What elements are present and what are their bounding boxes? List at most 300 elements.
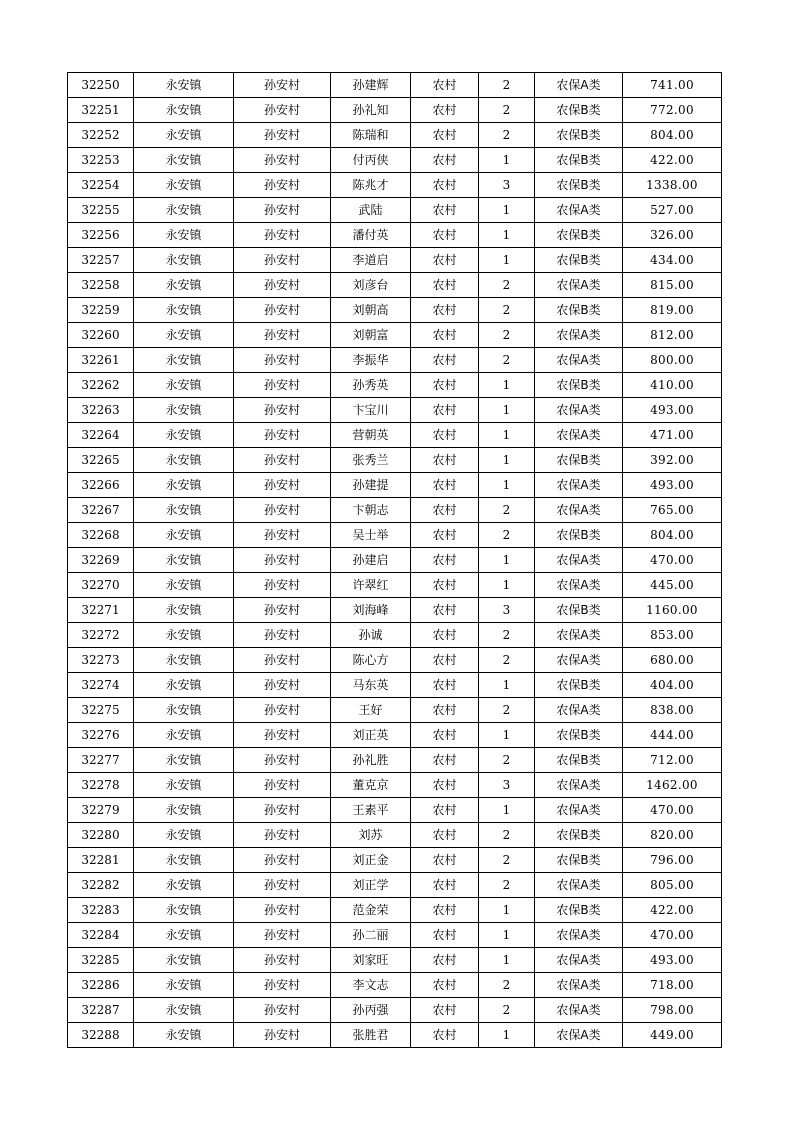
amount-cell: 449.00	[623, 1023, 722, 1048]
member-count-cell: 2	[479, 98, 535, 123]
town-cell: 永安镇	[134, 523, 234, 548]
insurance-class-cell: 农保B类	[535, 173, 623, 198]
member-count-cell: 2	[479, 123, 535, 148]
insurance-class-cell: 农保B类	[535, 723, 623, 748]
household-type-cell: 农村	[411, 448, 479, 473]
member-count-cell: 1	[479, 1023, 535, 1048]
insurance-class-cell: 农保B类	[535, 448, 623, 473]
name-cell: 刘彦台	[331, 273, 411, 298]
amount-cell: 712.00	[623, 748, 722, 773]
amount-cell: 804.00	[623, 523, 722, 548]
village-cell: 孙安村	[234, 848, 331, 873]
serial-number-cell: 32281	[68, 848, 134, 873]
household-type-cell: 农村	[411, 473, 479, 498]
name-cell: 刘正英	[331, 723, 411, 748]
household-type-cell: 农村	[411, 123, 479, 148]
member-count-cell: 1	[479, 448, 535, 473]
table-row	[68, 923, 722, 948]
household-type-cell: 农村	[411, 848, 479, 873]
serial-number-cell: 32286	[68, 973, 134, 998]
name-cell: 孙礼知	[331, 98, 411, 123]
amount-cell: 470.00	[623, 923, 722, 948]
town-cell: 永安镇	[134, 598, 234, 623]
name-cell: 陈心方	[331, 648, 411, 673]
table-row	[68, 873, 722, 898]
amount-cell: 422.00	[623, 148, 722, 173]
insurance-class-cell: 农保B类	[535, 523, 623, 548]
table-row	[68, 948, 722, 973]
town-cell: 永安镇	[134, 423, 234, 448]
serial-number-cell: 32288	[68, 1023, 134, 1048]
name-cell: 李文志	[331, 973, 411, 998]
village-cell: 孙安村	[234, 973, 331, 998]
insurance-class-cell: 农保A类	[535, 1023, 623, 1048]
amount-cell: 718.00	[623, 973, 722, 998]
household-type-cell: 农村	[411, 173, 479, 198]
member-count-cell: 1	[479, 923, 535, 948]
member-count-cell: 1	[479, 723, 535, 748]
insurance-class-cell: 农保A类	[535, 323, 623, 348]
town-cell: 永安镇	[134, 448, 234, 473]
village-cell: 孙安村	[234, 173, 331, 198]
table-row	[68, 248, 722, 273]
name-cell: 刘正金	[331, 848, 411, 873]
insurance-class-cell: 农保A类	[535, 548, 623, 573]
name-cell: 孙建启	[331, 548, 411, 573]
insurance-class-cell: 农保B类	[535, 98, 623, 123]
serial-number-cell: 32268	[68, 523, 134, 548]
member-count-cell: 1	[479, 673, 535, 698]
village-cell: 孙安村	[234, 773, 331, 798]
serial-number-cell: 32276	[68, 723, 134, 748]
name-cell: 张秀兰	[331, 448, 411, 473]
name-cell: 张胜君	[331, 1023, 411, 1048]
village-cell: 孙安村	[234, 948, 331, 973]
amount-cell: 815.00	[623, 273, 722, 298]
village-cell: 孙安村	[234, 498, 331, 523]
insurance-class-cell: 农保B类	[535, 848, 623, 873]
table-row	[68, 498, 722, 523]
amount-cell: 471.00	[623, 423, 722, 448]
town-cell: 永安镇	[134, 723, 234, 748]
member-count-cell: 1	[479, 948, 535, 973]
amount-cell: 422.00	[623, 898, 722, 923]
member-count-cell: 1	[479, 373, 535, 398]
name-cell: 孙建辉	[331, 73, 411, 98]
town-cell: 永安镇	[134, 998, 234, 1023]
household-type-cell: 农村	[411, 248, 479, 273]
table-row	[68, 723, 722, 748]
amount-cell: 800.00	[623, 348, 722, 373]
amount-cell: 838.00	[623, 698, 722, 723]
town-cell: 永安镇	[134, 498, 234, 523]
village-cell: 孙安村	[234, 123, 331, 148]
serial-number-cell: 32262	[68, 373, 134, 398]
amount-cell: 493.00	[623, 948, 722, 973]
town-cell: 永安镇	[134, 173, 234, 198]
town-cell: 永安镇	[134, 98, 234, 123]
town-cell: 永安镇	[134, 473, 234, 498]
insurance-class-cell: 农保A类	[535, 998, 623, 1023]
insurance-class-cell: 农保A类	[535, 498, 623, 523]
amount-cell: 445.00	[623, 573, 722, 598]
household-type-cell: 农村	[411, 598, 479, 623]
name-cell: 吴士举	[331, 523, 411, 548]
table-row	[68, 323, 722, 348]
table-row	[68, 348, 722, 373]
table-row	[68, 648, 722, 673]
member-count-cell: 1	[479, 548, 535, 573]
serial-number-cell: 32263	[68, 398, 134, 423]
amount-cell: 765.00	[623, 498, 722, 523]
village-cell: 孙安村	[234, 248, 331, 273]
household-type-cell: 农村	[411, 573, 479, 598]
name-cell: 李振华	[331, 348, 411, 373]
village-cell: 孙安村	[234, 798, 331, 823]
member-count-cell: 2	[479, 748, 535, 773]
member-count-cell: 2	[479, 523, 535, 548]
serial-number-cell: 32283	[68, 898, 134, 923]
name-cell: 刘苏	[331, 823, 411, 848]
insurance-class-cell: 农保A类	[535, 773, 623, 798]
table-row	[68, 573, 722, 598]
serial-number-cell: 32287	[68, 998, 134, 1023]
member-count-cell: 2	[479, 848, 535, 873]
table-row	[68, 673, 722, 698]
household-type-cell: 农村	[411, 548, 479, 573]
insurance-class-cell: 农保B类	[535, 123, 623, 148]
town-cell: 永安镇	[134, 323, 234, 348]
name-cell: 刘朝高	[331, 298, 411, 323]
town-cell: 永安镇	[134, 648, 234, 673]
serial-number-cell: 32259	[68, 298, 134, 323]
amount-cell: 404.00	[623, 673, 722, 698]
household-type-cell: 农村	[411, 323, 479, 348]
town-cell: 永安镇	[134, 923, 234, 948]
insurance-class-cell: 农保A类	[535, 198, 623, 223]
serial-number-cell: 32266	[68, 473, 134, 498]
member-count-cell: 2	[479, 298, 535, 323]
table-row	[68, 148, 722, 173]
household-type-cell: 农村	[411, 148, 479, 173]
amount-cell: 527.00	[623, 198, 722, 223]
amount-cell: 680.00	[623, 648, 722, 673]
amount-cell: 493.00	[623, 398, 722, 423]
serial-number-cell: 32264	[68, 423, 134, 448]
member-count-cell: 1	[479, 798, 535, 823]
member-count-cell: 1	[479, 248, 535, 273]
insurance-class-cell: 农保B类	[535, 898, 623, 923]
roster-table	[67, 72, 722, 1048]
name-cell: 马东英	[331, 673, 411, 698]
roster-body	[68, 73, 722, 1048]
insurance-class-cell: 农保B类	[535, 223, 623, 248]
table-row	[68, 548, 722, 573]
village-cell: 孙安村	[234, 473, 331, 498]
member-count-cell: 2	[479, 73, 535, 98]
table-row	[68, 273, 722, 298]
insurance-class-cell: 农保A类	[535, 648, 623, 673]
serial-number-cell: 32270	[68, 573, 134, 598]
household-type-cell: 农村	[411, 748, 479, 773]
town-cell: 永安镇	[134, 973, 234, 998]
name-cell: 刘家旺	[331, 948, 411, 973]
village-cell: 孙安村	[234, 548, 331, 573]
insurance-class-cell: 农保A类	[535, 923, 623, 948]
insurance-class-cell: 农保A类	[535, 623, 623, 648]
member-count-cell: 3	[479, 773, 535, 798]
village-cell: 孙安村	[234, 998, 331, 1023]
village-cell: 孙安村	[234, 373, 331, 398]
table-row	[68, 973, 722, 998]
serial-number-cell: 32267	[68, 498, 134, 523]
serial-number-cell: 32279	[68, 798, 134, 823]
serial-number-cell: 32253	[68, 148, 134, 173]
amount-cell: 444.00	[623, 723, 722, 748]
name-cell: 陈兆才	[331, 173, 411, 198]
table-row	[68, 423, 722, 448]
household-type-cell: 农村	[411, 498, 479, 523]
table-row	[68, 73, 722, 98]
village-cell: 孙安村	[234, 873, 331, 898]
town-cell: 永安镇	[134, 298, 234, 323]
village-cell: 孙安村	[234, 748, 331, 773]
table-row	[68, 98, 722, 123]
town-cell: 永安镇	[134, 623, 234, 648]
serial-number-cell: 32275	[68, 698, 134, 723]
village-cell: 孙安村	[234, 673, 331, 698]
name-cell: 王素平	[331, 798, 411, 823]
village-cell: 孙安村	[234, 573, 331, 598]
village-cell: 孙安村	[234, 148, 331, 173]
household-type-cell: 农村	[411, 648, 479, 673]
household-type-cell: 农村	[411, 1023, 479, 1048]
insurance-class-cell: 农保A类	[535, 798, 623, 823]
household-type-cell: 农村	[411, 73, 479, 98]
amount-cell: 812.00	[623, 323, 722, 348]
table-row	[68, 373, 722, 398]
insurance-class-cell: 农保A类	[535, 273, 623, 298]
name-cell: 孙丙强	[331, 998, 411, 1023]
member-count-cell: 1	[479, 473, 535, 498]
town-cell: 永安镇	[134, 248, 234, 273]
amount-cell: 798.00	[623, 998, 722, 1023]
village-cell: 孙安村	[234, 648, 331, 673]
village-cell: 孙安村	[234, 323, 331, 348]
name-cell: 许翠红	[331, 573, 411, 598]
serial-number-cell: 32257	[68, 248, 134, 273]
name-cell: 范金荣	[331, 898, 411, 923]
village-cell: 孙安村	[234, 273, 331, 298]
amount-cell: 772.00	[623, 98, 722, 123]
amount-cell: 853.00	[623, 623, 722, 648]
serial-number-cell: 32272	[68, 623, 134, 648]
serial-number-cell: 32258	[68, 273, 134, 298]
village-cell: 孙安村	[234, 198, 331, 223]
name-cell: 王好	[331, 698, 411, 723]
table-row	[68, 898, 722, 923]
household-type-cell: 农村	[411, 923, 479, 948]
name-cell: 刘正学	[331, 873, 411, 898]
insurance-class-cell: 农保A类	[535, 73, 623, 98]
table-row	[68, 448, 722, 473]
town-cell: 永安镇	[134, 948, 234, 973]
member-count-cell: 1	[479, 223, 535, 248]
table-row	[68, 823, 722, 848]
household-type-cell: 农村	[411, 873, 479, 898]
household-type-cell: 农村	[411, 723, 479, 748]
household-type-cell: 农村	[411, 673, 479, 698]
name-cell: 刘朝富	[331, 323, 411, 348]
village-cell: 孙安村	[234, 98, 331, 123]
table-row	[68, 398, 722, 423]
table-row	[68, 473, 722, 498]
village-cell: 孙安村	[234, 348, 331, 373]
village-cell: 孙安村	[234, 598, 331, 623]
serial-number-cell: 32265	[68, 448, 134, 473]
town-cell: 永安镇	[134, 748, 234, 773]
town-cell: 永安镇	[134, 398, 234, 423]
household-type-cell: 农村	[411, 773, 479, 798]
name-cell: 孙建提	[331, 473, 411, 498]
amount-cell: 820.00	[623, 823, 722, 848]
insurance-class-cell: 农保A类	[535, 398, 623, 423]
serial-number-cell: 32280	[68, 823, 134, 848]
town-cell: 永安镇	[134, 773, 234, 798]
village-cell: 孙安村	[234, 523, 331, 548]
serial-number-cell: 32260	[68, 323, 134, 348]
amount-cell: 493.00	[623, 473, 722, 498]
serial-number-cell: 32273	[68, 648, 134, 673]
household-type-cell: 农村	[411, 798, 479, 823]
household-type-cell: 农村	[411, 698, 479, 723]
serial-number-cell: 32251	[68, 98, 134, 123]
member-count-cell: 1	[479, 573, 535, 598]
town-cell: 永安镇	[134, 848, 234, 873]
village-cell: 孙安村	[234, 398, 331, 423]
member-count-cell: 2	[479, 698, 535, 723]
serial-number-cell: 32261	[68, 348, 134, 373]
village-cell: 孙安村	[234, 923, 331, 948]
town-cell: 永安镇	[134, 73, 234, 98]
household-type-cell: 农村	[411, 98, 479, 123]
member-count-cell: 1	[479, 398, 535, 423]
member-count-cell: 2	[479, 998, 535, 1023]
household-type-cell: 农村	[411, 948, 479, 973]
village-cell: 孙安村	[234, 448, 331, 473]
amount-cell: 1462.00	[623, 773, 722, 798]
member-count-cell: 3	[479, 598, 535, 623]
household-type-cell: 农村	[411, 898, 479, 923]
village-cell: 孙安村	[234, 423, 331, 448]
town-cell: 永安镇	[134, 223, 234, 248]
name-cell: 潘付英	[331, 223, 411, 248]
town-cell: 永安镇	[134, 573, 234, 598]
insurance-class-cell: 农保A类	[535, 573, 623, 598]
amount-cell: 1338.00	[623, 173, 722, 198]
member-count-cell: 2	[479, 973, 535, 998]
serial-number-cell: 32255	[68, 198, 134, 223]
town-cell: 永安镇	[134, 698, 234, 723]
town-cell: 永安镇	[134, 1023, 234, 1048]
household-type-cell: 农村	[411, 348, 479, 373]
village-cell: 孙安村	[234, 623, 331, 648]
village-cell: 孙安村	[234, 223, 331, 248]
household-type-cell: 农村	[411, 398, 479, 423]
name-cell: 李道启	[331, 248, 411, 273]
town-cell: 永安镇	[134, 123, 234, 148]
insurance-class-cell: 农保A类	[535, 973, 623, 998]
insurance-class-cell: 农保A类	[535, 873, 623, 898]
amount-cell: 805.00	[623, 873, 722, 898]
serial-number-cell: 32277	[68, 748, 134, 773]
village-cell: 孙安村	[234, 73, 331, 98]
town-cell: 永安镇	[134, 898, 234, 923]
table-row	[68, 798, 722, 823]
name-cell: 刘海峰	[331, 598, 411, 623]
name-cell: 营朝英	[331, 423, 411, 448]
household-type-cell: 农村	[411, 373, 479, 398]
member-count-cell: 1	[479, 198, 535, 223]
village-cell: 孙安村	[234, 698, 331, 723]
household-type-cell: 农村	[411, 623, 479, 648]
table-row	[68, 198, 722, 223]
amount-cell: 392.00	[623, 448, 722, 473]
household-type-cell: 农村	[411, 973, 479, 998]
town-cell: 永安镇	[134, 273, 234, 298]
village-cell: 孙安村	[234, 1023, 331, 1048]
table-row	[68, 748, 722, 773]
serial-number-cell: 32256	[68, 223, 134, 248]
serial-number-cell: 32284	[68, 923, 134, 948]
roster-sheet	[67, 72, 721, 1048]
insurance-class-cell: 农保A类	[535, 698, 623, 723]
household-type-cell: 农村	[411, 198, 479, 223]
amount-cell: 326.00	[623, 223, 722, 248]
town-cell: 永安镇	[134, 798, 234, 823]
table-row	[68, 1023, 722, 1048]
insurance-class-cell: 农保A类	[535, 948, 623, 973]
town-cell: 永安镇	[134, 823, 234, 848]
table-row	[68, 623, 722, 648]
table-row	[68, 598, 722, 623]
household-type-cell: 农村	[411, 273, 479, 298]
serial-number-cell: 32252	[68, 123, 134, 148]
household-type-cell: 农村	[411, 298, 479, 323]
name-cell: 卞朝志	[331, 498, 411, 523]
amount-cell: 796.00	[623, 848, 722, 873]
member-count-cell: 2	[479, 273, 535, 298]
table-row	[68, 773, 722, 798]
amount-cell: 819.00	[623, 298, 722, 323]
insurance-class-cell: 农保A类	[535, 423, 623, 448]
town-cell: 永安镇	[134, 198, 234, 223]
table-row	[68, 848, 722, 873]
name-cell: 付丙侠	[331, 148, 411, 173]
village-cell: 孙安村	[234, 898, 331, 923]
serial-number-cell: 32285	[68, 948, 134, 973]
member-count-cell: 2	[479, 498, 535, 523]
serial-number-cell: 32250	[68, 73, 134, 98]
amount-cell: 434.00	[623, 248, 722, 273]
amount-cell: 470.00	[623, 548, 722, 573]
name-cell: 卞宝川	[331, 398, 411, 423]
serial-number-cell: 32271	[68, 598, 134, 623]
table-row	[68, 998, 722, 1023]
name-cell: 孙诚	[331, 623, 411, 648]
member-count-cell: 2	[479, 623, 535, 648]
name-cell: 孙二丽	[331, 923, 411, 948]
